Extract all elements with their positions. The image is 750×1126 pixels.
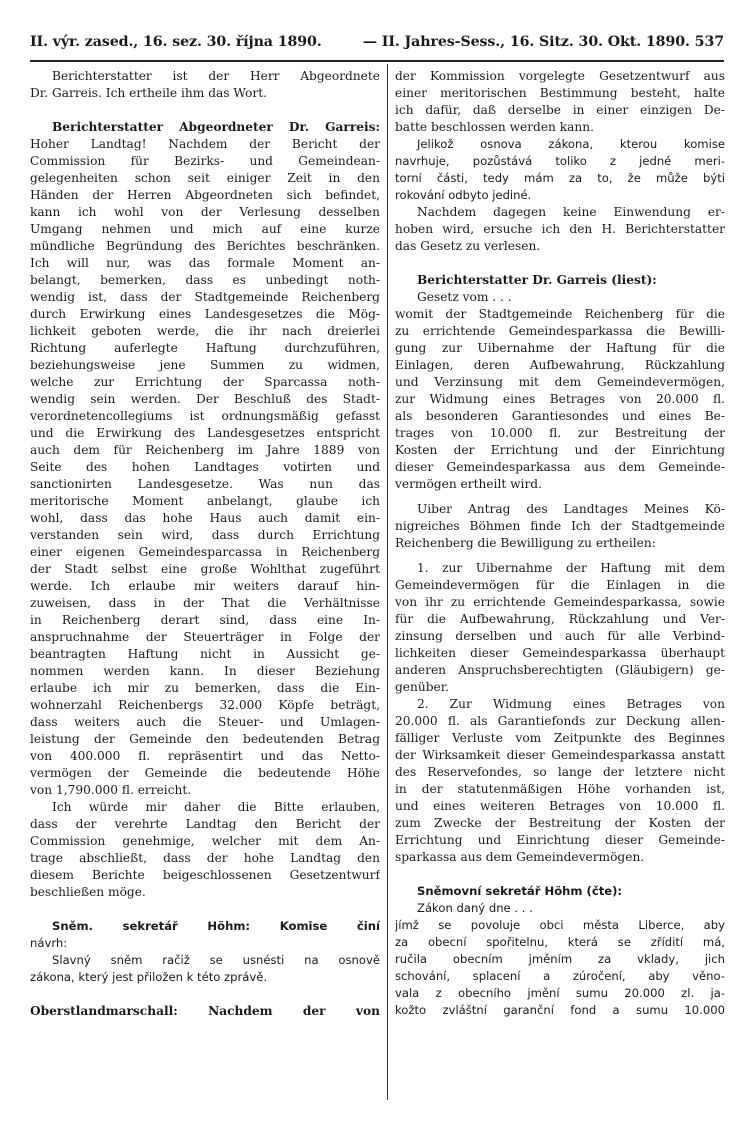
text-line: wohnerzahl Reichenbergs 32.000 Köpfe beträgt,: [30, 698, 380, 712]
text-line: erlaube ich mir zu bemerken, dass die Ein-: [30, 681, 380, 695]
text-line: Einlagen, deren Aufbewahrung, Rückzahlung: [395, 358, 725, 372]
text-line: des Reservefondes, so lange der letztere nicht: [395, 765, 725, 779]
text-line: womit der Stadtgemeinde Reichenberg für die: [395, 307, 725, 321]
text-line: verordnetencollegiums ist ordnungsmäßig gefasst: [30, 409, 380, 423]
text-line: Zákon daný dne . . .: [417, 901, 533, 915]
text-line: batte beschlossen werden kann.: [395, 120, 595, 134]
text-line: Berichterstatter Abgeordneter Dr. Garreis:: [52, 120, 380, 134]
text-line: vermögen der Gemeinde die bedeutende Höhe: [30, 766, 380, 780]
text-line: dass der verehrte Landtag den Bericht der: [30, 817, 380, 831]
text-line: Commission für Bezirks- und Gemeindean-: [30, 154, 380, 168]
text-line: 2. Zur Widmung eines Betrages von: [417, 697, 725, 711]
text-line: Sněm. sekretář Höhm: Komise činí: [52, 919, 380, 933]
text-line: torní části, tedy mám za to, že může býti: [395, 171, 725, 185]
text-line: za obecní spořitelnu, která se zřídití má,: [395, 935, 725, 949]
text-line: von 1,790.000 fl. erreicht.: [30, 783, 192, 797]
text-line: Händen der Herren Abgeordneten sich befindet,: [30, 188, 380, 202]
text-line: Hoher Landtag! Nachdem der Bericht der: [30, 137, 380, 151]
text-line: lichkeit geboten werde, die ihr nach dreierlei: [30, 324, 380, 338]
text-line: gung zur Uibernahme der Haftung für die: [395, 341, 725, 355]
text-line: kann ich wohl von der Verlesung desselben: [30, 205, 380, 219]
text-line: nommen werden kann. In dieser Beziehung: [30, 664, 380, 678]
text-line: trages von 10.000 fl. zur Bestreitung der: [395, 426, 725, 440]
text-line: nigreiches Böhmen finde Ich der Stadtgemeinde: [395, 519, 725, 533]
text-line: Gemeindevermögen für die Einlagen in die: [395, 578, 725, 592]
text-line: diesem Berichte beigeschlossenen Gesetzentwurf: [30, 868, 380, 882]
text-line: hoben wird, ersuche ich den H. Berichterstatter: [395, 222, 725, 236]
text-line: Gesetz vom . . .: [417, 290, 512, 304]
column-divider: [387, 64, 388, 1100]
text-line: genüber.: [395, 680, 450, 694]
text-line: kožto zvláštní garanční fond a sumu 10.000: [395, 1003, 725, 1017]
text-line: Reichenberg die Bewilligung zu ertheilen:: [395, 536, 656, 550]
text-line: in der statutenmäßigen Höhe vorhanden ist,: [395, 782, 725, 796]
text-line: 20.000 fl. als Garantiefonds zur Deckung allen-: [395, 714, 725, 728]
text-line: belangt, bemerken, dass es unbedingt noth-: [30, 273, 380, 287]
text-line: verstanden sein wird, dass durch Errichtung: [30, 528, 380, 542]
text-line: durch Erwirkung eines Landesgesetzes die Mög-: [30, 307, 380, 321]
text-line: sanctionirten Landesgesetze. Was nun das: [30, 477, 380, 491]
spacer: [30, 102, 380, 119]
text-line: Ich würde mir daher die Bitte erlauben,: [52, 800, 380, 814]
text-line: wendig ist, dass der Stadtgemeinde Reichenberg: [30, 290, 380, 304]
text-line: in Reichenberg derart sind, dass eine In-: [30, 613, 380, 627]
text-line: Berichterstatter ist der Herr Abgeordnete: [52, 69, 380, 83]
text-line: welche zur Errichtung der Sparcassa noth-: [30, 375, 380, 389]
text-line: wendig sein werden. Der Beschluß des Stadt-: [30, 392, 380, 406]
text-line: vermögen ertheilt wird.: [395, 477, 542, 491]
text-line: meritorische Moment anbelangt, glaube ich: [30, 494, 380, 508]
text-line: werde. Ich erlaube mir weiters darauf hin-: [30, 579, 380, 593]
text-line: Jelikož osnova zákona, kterou komise: [417, 137, 725, 151]
right-column: [395, 68, 725, 1019]
text-line: sparkassa aus dem Gemeindevermögen.: [395, 850, 645, 864]
text-line: für die Aufbewahrung, Rückzahlung und Ver-: [395, 612, 725, 626]
spacer: [395, 866, 725, 883]
text-line: jímž se povoluje obci města Liberce, aby: [395, 918, 725, 932]
text-line: einer meritorischen Bestimmung besteht, halte: [395, 86, 725, 100]
text-line: návrh:: [30, 936, 68, 950]
text-line: Slavný sněm račiž se usnésti na osnově: [52, 953, 380, 967]
text-line: und Verzinsung mit dem Gemeindevermögen,: [395, 375, 725, 389]
text-line: der Wirksamkeit dieser Gemeindesparkassa anstatt: [395, 748, 725, 762]
spacer: [395, 493, 725, 501]
text-line: navrhuje, pozůstává toliko z jedné meri-: [395, 154, 725, 168]
text-line: und die Erwirkung des Landesgesetzes entspricht: [30, 426, 380, 440]
text-line: Berichterstatter Dr. Garreis (liest):: [417, 273, 657, 287]
header-rule: [30, 60, 724, 62]
text-line: dass weiters auch die Steuer- und Umlagen-: [30, 715, 380, 729]
text-line: vala z obecního jmění sumu 20.000 zl. ja-: [395, 986, 725, 1000]
text-line: mündliche Begründung des Berichtes beschränken.: [30, 239, 380, 253]
text-line: Commission genehmige, welcher mit dem An-: [30, 834, 380, 848]
text-line: zinsung derselben und auch für alle Verbind-: [395, 629, 725, 643]
text-line: Errichtung und Einrichtung dieser Gemeinde-: [395, 833, 725, 847]
text-line: Ich will nur, was das formale Moment an-: [30, 256, 380, 270]
text-line: leistung der Gemeinde den bedeutenden Betrag: [30, 732, 380, 746]
text-line: und eines weiteren Betrages von 10.000 fl.: [395, 799, 725, 813]
text-line: Sněmovní sekretář Höhm (čte):: [417, 884, 623, 898]
text-line: lichkeiten dieser Gemeindesparkassa überhaupt: [395, 646, 725, 660]
text-line: von 400.000 fl. repräsentirt und das Netto-: [30, 749, 380, 763]
text-line: von ihr zu errichtende Gemeindesparkassa, sowie: [395, 595, 725, 609]
text-line: der Stadt selbst eine große Wohlthat zugeführt: [30, 562, 380, 576]
text-line: zum Zwecke der Bestreitung der Kosten der: [395, 816, 725, 830]
text-line: ich dafür, daß derselbe in einer einzigen De-: [395, 103, 725, 117]
text-line: Kosten der Errichtung und der Einrichtung: [395, 443, 725, 457]
text-line: schování, splacení a zúročení, aby věno-: [395, 969, 725, 983]
spacer: [30, 901, 380, 918]
text-line: zur Widmung eines Betrages von 20.000 fl.: [395, 392, 725, 406]
text-line: Umgang nehmen und mich auf eine kurze: [30, 222, 380, 236]
spacer: [395, 552, 725, 560]
text-line: als besonderen Garantiesondes und eines Be-: [395, 409, 725, 423]
header-left: II. výr. zased., 16. sez. 30. října 1890.: [30, 34, 322, 50]
text-line: Seite des hohen Landtages votirten und: [30, 460, 380, 474]
text-line: Nachdem dagegen keine Einwendung er-: [417, 205, 725, 219]
text-line: beziehungsweise jene Summen zu widmen,: [30, 358, 380, 372]
text-line: ručila obecním jměním za vklady, jich: [395, 952, 725, 966]
text-line: anspruchnahme der Steuerträger in Folge der: [30, 630, 380, 644]
text-line: zákona, který jest přiložen k této zprávě.: [30, 970, 268, 984]
spacer: [30, 986, 380, 1003]
text-line: Dr. Garreis. Ich ertheile ihm das Wort.: [30, 86, 268, 100]
text-line: einer eigenen Gemeindesparcassa in Reichenberg: [30, 545, 380, 559]
text-line: Uiber Antrag des Landtages Meines Kö-: [417, 502, 725, 516]
text-line: trage abschließt, dass der hohe Landtag den: [30, 851, 380, 865]
text-line: wohl, dass das hohe Haus auch damit ein-: [30, 511, 380, 525]
text-line: rokování odbyto jediné.: [395, 188, 532, 202]
text-line: der Kommission vorgelegte Gesetzentwurf aus: [395, 69, 725, 83]
text-line: zuweisen, dass in der That die Verhältnisse: [30, 596, 380, 610]
text-line: anderen Anspruchsberechtigten (Gläubigern) ge-: [395, 663, 725, 677]
text-line: fälliger Verluste vom Zeitpunkte des Beginnes: [395, 731, 725, 745]
text-line: Oberstlandmarschall: Nachdem der von: [30, 1004, 380, 1018]
header-right: — II. Jahres-Sess., 16. Sitz. 30. Okt. 1890. 537: [362, 34, 724, 50]
text-line: auch dem für Reichenberg im Jahre 1889 von: [30, 443, 380, 457]
text-line: zu errichtende Gemeindesparkassa die Bewilli-: [395, 324, 725, 338]
text-line: dieser Gemeindesparkassa aus dem Gemeinde-: [395, 460, 725, 474]
left-column: [30, 68, 380, 1020]
text-line: gelegenheiten schon seit einiger Zeit in den: [30, 171, 380, 185]
text-line: 1. zur Uibernahme der Haftung mit dem: [417, 561, 725, 575]
text-line: Richtung auferlegte Haftung durchzuführen,: [30, 341, 380, 355]
text-line: das Gesetz zu verlesen.: [395, 239, 541, 253]
text-line: beantragten Haftung nicht in Aussicht ge-: [30, 647, 380, 661]
spacer: [395, 255, 725, 272]
text-line: beschließen möge.: [30, 885, 146, 899]
